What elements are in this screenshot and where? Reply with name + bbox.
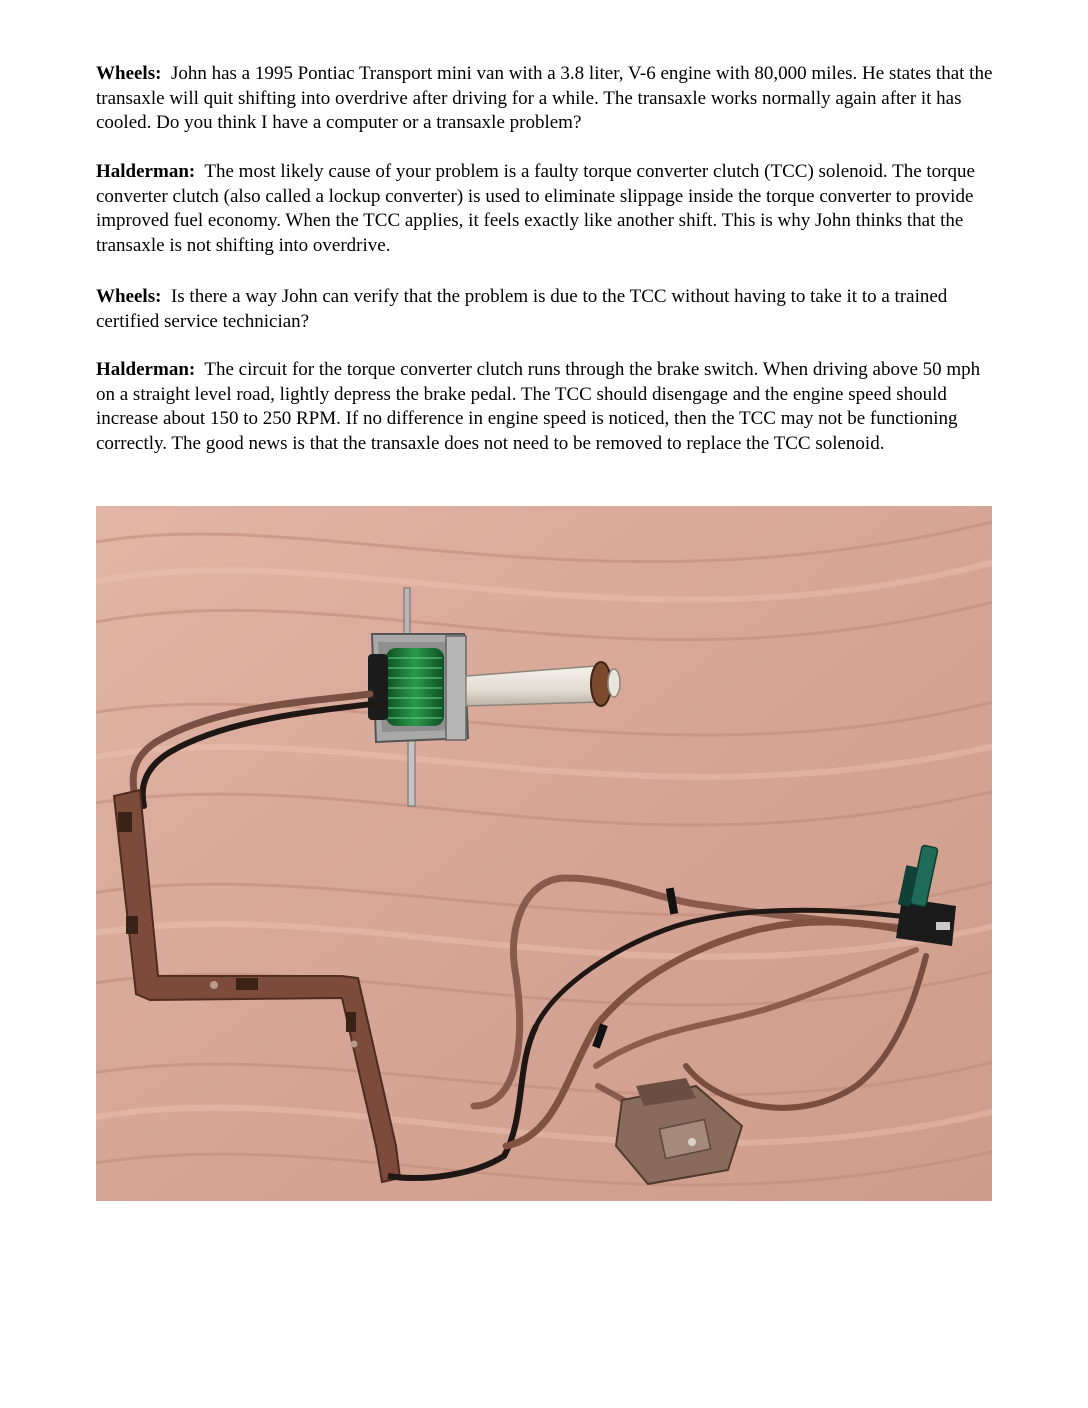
qa-paragraph-2: [96, 160, 996, 258]
photo-illustration: [96, 506, 992, 1201]
speaker-label: Halderman:: [96, 359, 196, 380]
speaker-label: Wheels:: [96, 63, 162, 84]
speaker-label: Halderman:: [96, 161, 196, 182]
tcc-solenoid-photo: [96, 506, 992, 1201]
qa-paragraph-3: [96, 285, 996, 334]
qa-paragraph-4: [96, 358, 996, 456]
qa-paragraph-1: [96, 62, 996, 136]
speaker-label: Wheels:: [96, 286, 162, 307]
green-coil: [386, 648, 444, 726]
paragraph-text: The most likely cause of your problem is a faulty torque converter clutch (TCC) solenoid. The torque converter clutch (also called a lockup converter) is used to eliminate slippage inside the torque converter to provide improved fuel economy. When the TCC applies, it feels exactly like another shift. This is why John thinks that the transaxle is not shifting into overdrive.: [96, 161, 975, 256]
paragraph-text: The circuit for the torque converter clutch runs through the brake switch. When driving above 50 mph on a straight level road, lightly depress the brake pedal. The TCC should disengage and the engine speed should increase about 150 to 250 RPM. If no difference in engine speed is noticed, then the TCC may not be functioning correctly. The good news is that the transaxle does not need to be removed to replace the TCC solenoid.: [96, 359, 981, 454]
paragraph-text: John has a 1995 Pontiac Transport mini van with a 3.8 liter, V-6 engine with 80,000 miles. He states that the transaxle will quit shifting into overdrive after driving for a while. The transaxle works normally again after it has cooled. Do you think I have a computer or a transaxle problem?: [96, 63, 993, 133]
paragraph-text: Is there a way John can verify that the problem is due to the TCC without having to take it to a trained certified service technician?: [96, 286, 948, 332]
